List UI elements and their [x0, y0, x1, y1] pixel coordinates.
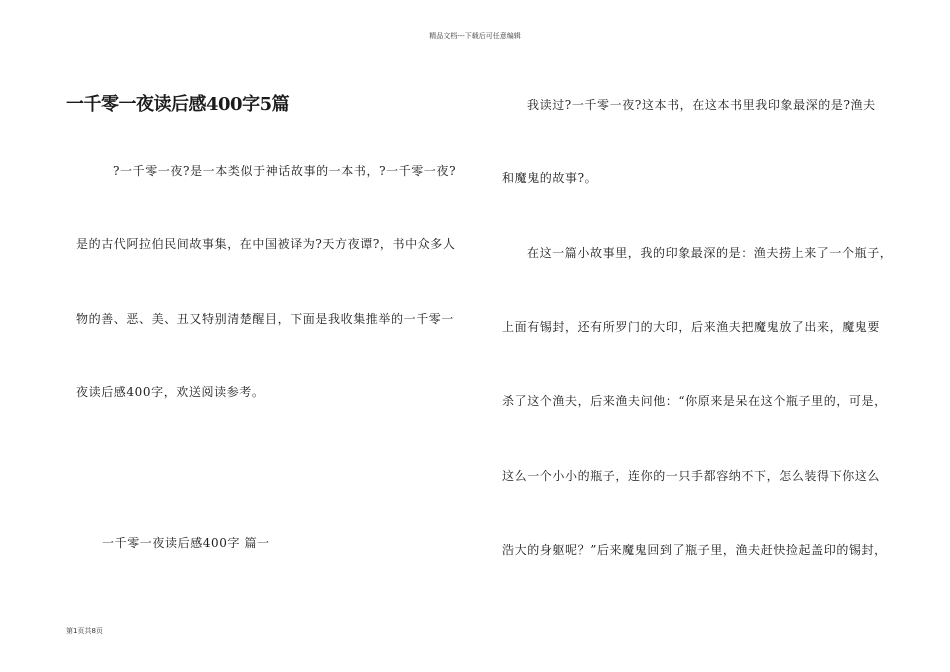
- page-header: 精品文档---下载后可任意编辑: [429, 32, 521, 40]
- right-paragraph-line: 杀了这个渔夫，后来渔夫问他：“你原来是呆在这个瓶子里的，可是，: [502, 394, 887, 408]
- right-paragraph-line: 我读过?一千零一夜?这本书，在这本书里我印象最深的是?渔夫: [527, 98, 876, 112]
- right-paragraph-line: 上面有锡封，还有所罗门的大印，后来渔夫把魔鬼放了出来，魔鬼要: [502, 320, 881, 334]
- document-title: 一千零一夜读后感400字5篇: [66, 94, 290, 115]
- left-paragraph-line: 物的善、恶、美、丑又特别清楚醒目，下面是我收集推举的一千零一: [76, 312, 455, 326]
- right-paragraph-line: 和魔鬼的故事?。: [502, 171, 598, 185]
- left-paragraph-line: 夜读后感400字，欢送阅读参考。: [76, 385, 265, 399]
- right-paragraph-line: 浩大的身躯呢？”后来魔鬼回到了瓶子里，渔夫赶快捡起盖印的锡封，: [502, 543, 887, 557]
- section-heading: 一千零一夜读后感400字 篇一: [102, 536, 270, 550]
- right-paragraph-line: 这么一个小小的瓶子，连你的一只手都容纳不下，怎么装得下你这么: [502, 469, 881, 483]
- left-paragraph-line: 是的古代阿拉伯民间故事集，在中国被译为?天方夜谭?，书中众多人: [76, 237, 456, 251]
- page-number: 第1页共8页: [66, 627, 103, 635]
- right-paragraph-line: 在这一篇小故事里，我的印象最深的是：渔夫捞上来了一个瓶子，: [527, 246, 893, 260]
- left-paragraph-line: ?一千零一夜?是一本类似于神话故事的一本书，?一千零一夜?: [113, 164, 457, 178]
